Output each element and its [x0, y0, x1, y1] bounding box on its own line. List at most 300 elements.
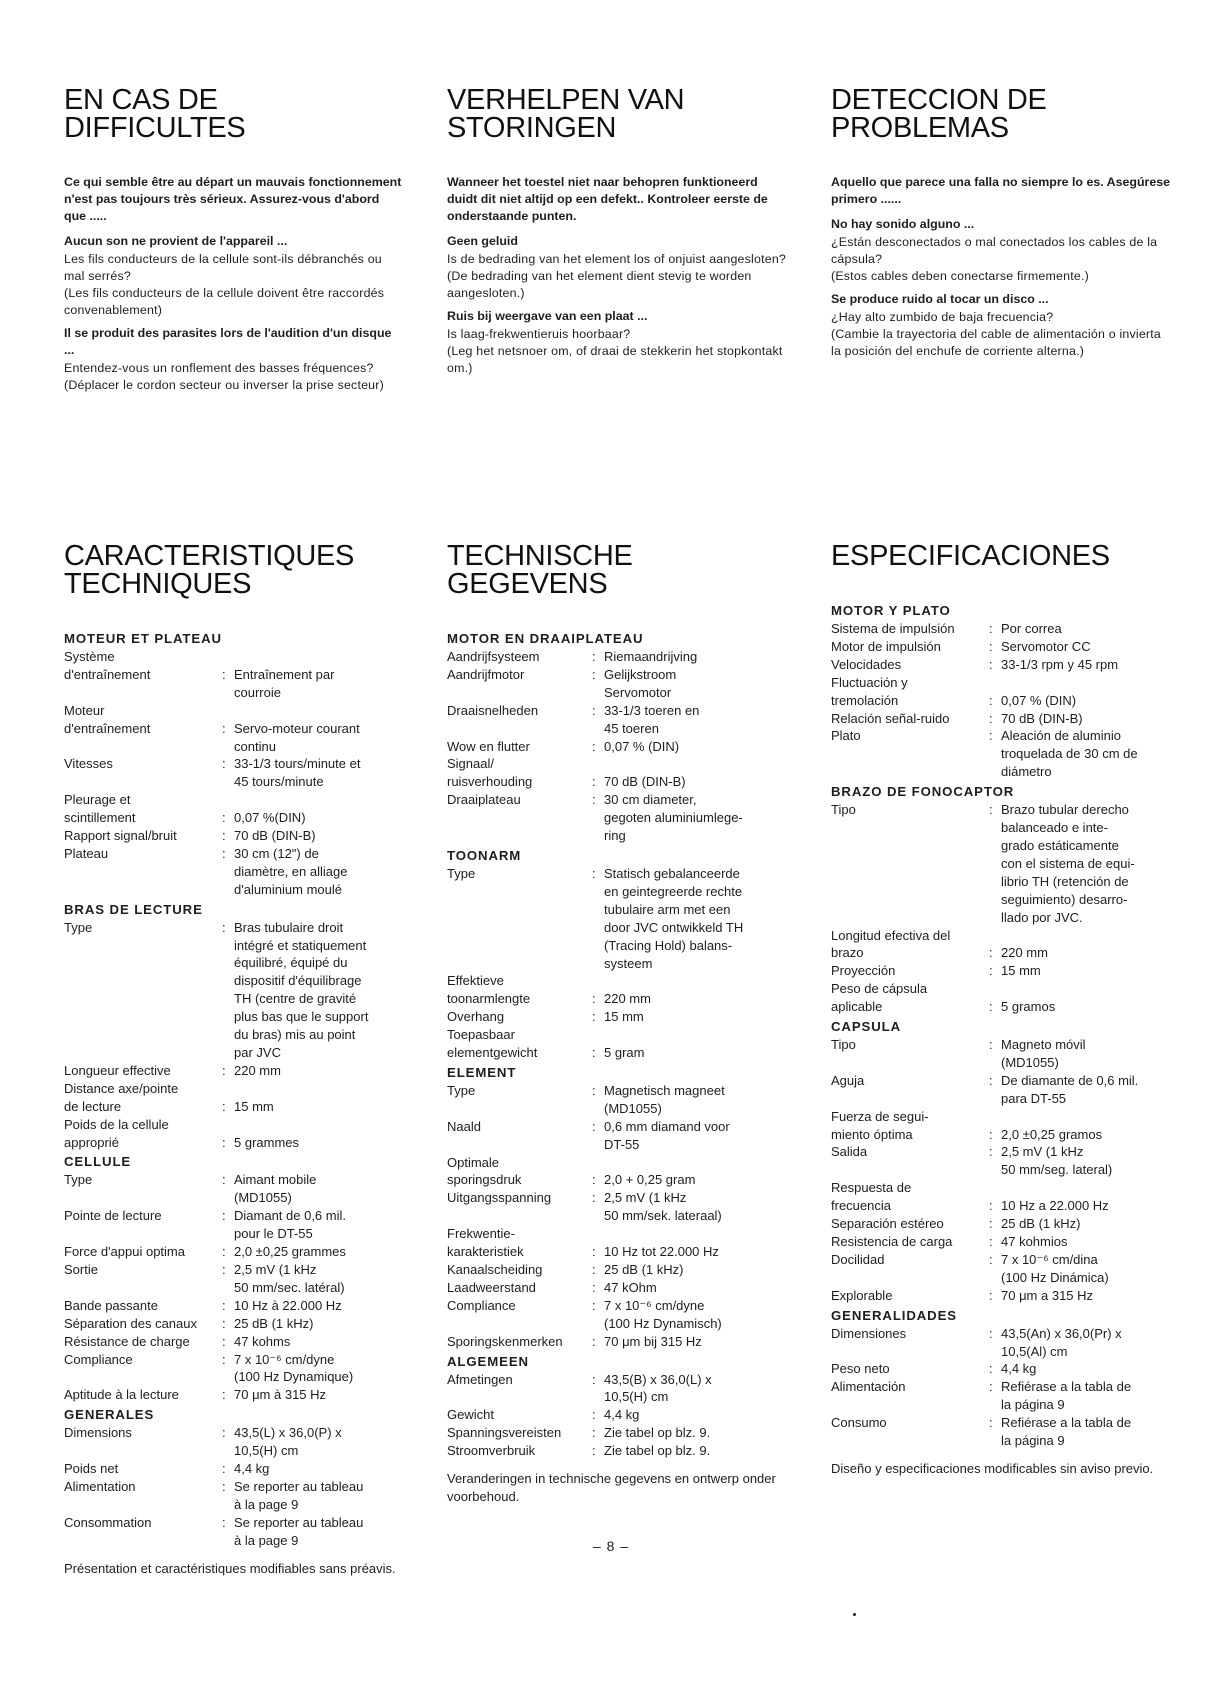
- spec-label: Overhang: [447, 1009, 505, 1025]
- spec-row: [447, 1154, 787, 1190]
- spec-row: [831, 727, 1171, 781]
- spec-value: Servo-moteur courant continu: [234, 720, 360, 754]
- spec-value: 25 dB (1 kHz): [604, 1262, 684, 1277]
- spec-value: 2,5 mV (1 kHz 50 mm/sec. latéral): [234, 1261, 345, 1295]
- spec-section-heading: CELLULE: [64, 1154, 132, 1170]
- spec-colon: :: [989, 621, 993, 636]
- spec-label: Alimentation: [64, 1478, 136, 1494]
- spec-row: [447, 1442, 787, 1460]
- spec-colon: :: [592, 1297, 596, 1313]
- spec-colon: :: [222, 1425, 226, 1441]
- spec-colon: :: [592, 991, 596, 1007]
- spec-row: [447, 791, 787, 845]
- spec-row: [64, 755, 404, 791]
- spec-label: Distance axe/pointe de lecture: [64, 1080, 179, 1114]
- spec-label: Tipo: [831, 1037, 856, 1053]
- spec-label: Plateau: [64, 845, 109, 861]
- spec-value: Zie tabel op blz. 9.: [604, 1425, 711, 1441]
- spec-column-es: [831, 542, 1171, 1478]
- spec-label: Aandrijfsysteem: [447, 649, 540, 664]
- spec-value: 15 mm: [234, 1098, 274, 1114]
- spec-label: Fuerza de segui- miento óptima: [831, 1108, 929, 1142]
- spec-value: 70 dB (DIN-B): [1001, 710, 1083, 726]
- spec-colon: :: [222, 756, 226, 772]
- spec-value: 43,5(An) x 36,0(Pr) x 10,5(Al) cm: [1001, 1325, 1122, 1359]
- spec-note: Diseño y especificaciones modificables sin aviso previo.: [831, 1460, 1154, 1476]
- spec-row: [64, 1478, 404, 1514]
- spec-row: [64, 845, 404, 899]
- spec-colon: :: [989, 1072, 993, 1088]
- spec-label: Dimensions: [64, 1425, 132, 1441]
- spec-value: 4,4 kg: [604, 1407, 640, 1423]
- spec-value: 70 dB (DIN-B): [604, 774, 686, 790]
- spec-section-heading: MOTEUR ET PLATEAU: [64, 631, 222, 646]
- spec-colon: :: [989, 802, 993, 818]
- spec-label: Type: [447, 1082, 476, 1098]
- spec-row: [447, 1279, 787, 1297]
- spec-label: Poids de la cellule approprié: [64, 1116, 169, 1150]
- spec-value: Se reporter au tableau à la page 9: [234, 1478, 364, 1512]
- spec-colon: :: [989, 1234, 993, 1249]
- spec-label: Type: [447, 865, 476, 881]
- spec-label: Pleurage et scintillement: [64, 792, 136, 826]
- spec-colon: :: [592, 1172, 596, 1188]
- spec-value: 220 mm: [604, 991, 651, 1007]
- spec-colon: :: [592, 1443, 596, 1459]
- spec-colon: :: [222, 1244, 226, 1260]
- spec-value: Diamant de 0,6 mil. pour le DT-55: [234, 1208, 346, 1242]
- spec-label: Motor de impulsión: [831, 638, 941, 654]
- spec-row: [831, 962, 1171, 980]
- spec-label: Type: [64, 1172, 93, 1188]
- spec-row: [447, 648, 787, 666]
- spec-colon: :: [989, 945, 993, 961]
- spec-row: [64, 919, 404, 1062]
- spec-value: Magnetisch magneet (MD1055): [604, 1082, 725, 1116]
- spec-colon: :: [222, 1387, 226, 1403]
- spec-row: [831, 801, 1171, 926]
- spec-colon: :: [989, 1325, 993, 1341]
- spec-row: [831, 1233, 1171, 1251]
- spec-value: 33-1/3 rpm y 45 rpm: [1001, 656, 1119, 672]
- spec-value: 0,07 % (DIN): [1001, 692, 1077, 708]
- spec-row: [64, 1207, 404, 1243]
- spec-colon: :: [592, 865, 596, 881]
- spec-value: Magneto móvil (MD1055): [1001, 1037, 1086, 1070]
- spec-value: 70 dB (DIN-B): [234, 828, 316, 844]
- spec-label: Salida: [831, 1144, 868, 1160]
- spec-colon: :: [989, 728, 993, 744]
- spec-colon: :: [592, 1407, 596, 1423]
- spec-value: Refiérase a la tabla de la página 9: [1001, 1415, 1132, 1449]
- spec-colon: :: [989, 1126, 993, 1142]
- spec-row: [831, 1287, 1171, 1305]
- spec-value: 70 μm a 315 Hz: [1001, 1287, 1094, 1303]
- spec-section-heading: CAPSULA: [831, 1019, 902, 1035]
- spec-section-heading: MOTOR Y PLATO: [831, 603, 951, 618]
- spec-label: Pointe de lecture: [64, 1208, 162, 1224]
- spec-label: Optimale sporingsdruk: [447, 1154, 522, 1188]
- spec-row: [64, 1261, 404, 1297]
- trouble-text: ¿Hay alto zumbido de baja frecuencia? (Cambie la trayectoria del cable de alimentación o invierta la posición del enchufe de corriente alterna.): [831, 310, 1161, 358]
- spec-row: [64, 1351, 404, 1387]
- spec-value: 4,4 kg: [1001, 1361, 1037, 1377]
- spec-colon: :: [989, 1361, 993, 1377]
- spec-column-nl: [447, 542, 787, 1506]
- spec-note: Présentation et caractéristiques modifiables sans préavis.: [64, 1560, 396, 1576]
- spec-colon: :: [989, 1198, 993, 1214]
- spec-value: 7 x 10⁻⁶ cm/dina (100 Hz Dinámica): [1001, 1251, 1109, 1285]
- spec-colon: :: [222, 1297, 226, 1313]
- spec-value: 7 x 10⁻⁶ cm/dyne (100 Hz Dynamisch): [604, 1297, 722, 1331]
- spec-colon: :: [989, 710, 993, 726]
- spec-value: 7 x 10⁻⁶ cm/dyne (100 Hz Dynamique): [234, 1351, 354, 1385]
- spec-value: 25 dB (1 kHz): [1001, 1216, 1081, 1232]
- spec-label: Kanaalscheiding: [447, 1262, 543, 1277]
- spec-label: Rapport signal/bruit: [64, 828, 177, 844]
- spec-value: 220 mm: [234, 1062, 281, 1078]
- spec-colon: :: [222, 666, 226, 682]
- spec-label: Compliance: [64, 1351, 133, 1367]
- spec-label: Plato: [831, 728, 861, 744]
- trouble-heading: Aucun son ne provient de l'appareil ...: [64, 234, 288, 248]
- spec-row: [831, 980, 1171, 1016]
- spec-row: [831, 1215, 1171, 1233]
- spec-value: 15 mm: [604, 1009, 644, 1025]
- spec-row: [447, 865, 787, 972]
- spec-value: Aleación de aluminio troquelada de 30 cm de diámetro: [1001, 728, 1138, 780]
- spec-value: 2,0 + 0,25 gram: [604, 1172, 696, 1188]
- spec-label: Compliance: [447, 1297, 516, 1313]
- spec-row: [64, 1171, 404, 1207]
- spec-colon: :: [989, 1216, 993, 1232]
- spec-colon: :: [222, 1333, 226, 1349]
- spec-row: [64, 648, 404, 702]
- spec-label: Wow en flutter: [447, 738, 530, 754]
- trouble-column-es: [831, 86, 1171, 360]
- spec-colon: :: [222, 1315, 226, 1331]
- spec-value: 33-1/3 tours/minute et 45 tours/minute: [234, 756, 361, 790]
- spec-section-heading: GENERALES: [64, 1407, 155, 1423]
- spec-row: [447, 1406, 787, 1424]
- spec-value: Refiérase a la tabla de la página 9: [1001, 1379, 1132, 1413]
- trouble-intro: Aquello que parece una falla no siempre lo es. Asegúrese primero ......: [831, 175, 1171, 206]
- spec-value: Por correa: [1001, 621, 1062, 636]
- spec-colon: :: [222, 1461, 226, 1477]
- spec-label: Longitud efectiva del brazo: [831, 927, 951, 961]
- spec-row: [447, 755, 787, 791]
- spec-section-heading: ELEMENT: [447, 1064, 517, 1080]
- spec-label: Laadweerstand: [447, 1279, 536, 1295]
- spec-row: [831, 1360, 1171, 1378]
- trouble-heading: Se produce ruido al tocar un disco ...: [831, 292, 1049, 306]
- spec-label: Consumo: [831, 1415, 887, 1431]
- spec-row: [447, 1261, 787, 1279]
- spec-row: [64, 1386, 404, 1404]
- spec-value: 0,6 mm diamand voor DT-55: [604, 1118, 730, 1152]
- spec-colon: :: [222, 810, 226, 826]
- spec-label: Longueur effective: [64, 1062, 171, 1078]
- trouble-heading: Il se produit des parasites lors de l'audition d'un disque ...: [64, 326, 392, 357]
- trouble-title: DETECCION DE PROBLEMAS: [831, 84, 1047, 144]
- spec-row: [831, 1414, 1171, 1450]
- spec-section-heading: BRAZO DE FONOCAPTOR: [831, 784, 1015, 800]
- spec-row: [831, 674, 1171, 710]
- spec-colon: :: [222, 828, 226, 844]
- spec-label: Uitgangsspanning: [447, 1190, 552, 1206]
- spec-label: Aandrijfmotor: [447, 666, 525, 682]
- spec-colon: :: [592, 1009, 596, 1025]
- spec-colon: :: [222, 845, 226, 861]
- spec-colon: :: [989, 638, 993, 654]
- spec-row: [831, 1143, 1171, 1179]
- spec-label: Relación señal-ruido: [831, 710, 950, 726]
- trouble-text: ¿Están desconectados o mal conectados los cables de la cápsula? (Estos cables deben conectarse firmemente.): [831, 235, 1158, 283]
- page-number: – 8 –: [593, 1538, 630, 1554]
- spec-label: Gewicht: [447, 1407, 494, 1423]
- trouble-intro: Wanneer het toestel niet naar behopren funktioneerd duidt dit niet altijd op een defekt.. Kontroleer eerste de onderstaande punten.: [447, 175, 768, 223]
- trouble-heading: Ruis bij weergave van een plaat ...: [447, 309, 648, 323]
- spec-row: [64, 1315, 404, 1333]
- spec-value: 5 gram: [604, 1045, 645, 1061]
- spec-row: [831, 620, 1171, 638]
- spec-label: Naald: [447, 1118, 481, 1134]
- trouble-column-fr: [64, 86, 404, 394]
- spec-row: [447, 1189, 787, 1225]
- spec-colon: :: [989, 692, 993, 708]
- spec-row: [447, 1371, 787, 1407]
- spec-value: Servomotor CC: [1001, 638, 1091, 654]
- spec-value: 2,5 mV (1 kHz 50 mm/seg. lateral): [1001, 1144, 1113, 1178]
- spec-colon: :: [592, 649, 596, 664]
- spec-value: 2,0 ±0,25 gramos: [1001, 1126, 1103, 1142]
- spec-section-heading: GENERALIDADES: [831, 1307, 958, 1323]
- spec-row: [447, 1026, 787, 1062]
- spec-value: Statisch gebalanceerde en geintegreerde rechte tubulaire arm met een door JVC ontwikkeld TH (Tracing Hold) balans- systeem: [604, 865, 744, 971]
- spec-label: Respuesta de frecuencia: [831, 1180, 912, 1214]
- spec-value: Entraînement par courroie: [234, 666, 335, 700]
- spec-value: Bras tubulaire droit intégré et statiquement équilibré, équipé du dispositif d'équilibrage TH (centre de gravité plus bas que le support du bras) mis au point par JVC: [234, 919, 369, 1060]
- spec-value: 5 grammes: [234, 1134, 300, 1150]
- spec-note: Veranderingen in technische gegevens en ontwerp onder voorbehoud.: [447, 1471, 776, 1504]
- print-speck: [853, 1613, 856, 1616]
- spec-colon: :: [222, 1478, 226, 1494]
- spec-label: Frekwentie- karakteristiek: [447, 1226, 524, 1260]
- spec-row: [831, 1378, 1171, 1414]
- spec-value: 10 Hz tot 22.000 Hz: [604, 1244, 719, 1260]
- spec-colon: :: [989, 1144, 993, 1160]
- spec-label: Peso de cápsula aplicable: [831, 981, 928, 1015]
- spec-row: [447, 666, 787, 702]
- spec-value: 2,0 ±0,25 grammes: [234, 1244, 346, 1260]
- spec-label: Force d'appui optima: [64, 1244, 185, 1260]
- spec-colon: :: [222, 919, 226, 935]
- spec-value: 47 kohmios: [1001, 1234, 1068, 1249]
- trouble-text: Is laag-frekwentieruis hoorbaar? (Leg het netsnoer om, of draai de stekkerin het stopkontakt om.): [447, 327, 783, 375]
- spec-label: Aptitude à la lecture: [64, 1387, 179, 1403]
- spec-value: Gelijkstroom Servomotor: [604, 666, 677, 700]
- spec-label: Separación estéreo: [831, 1216, 944, 1232]
- trouble-text: Les fils conducteurs de la cellule sont-ils débranchés ou mal serrés? (Les fils conducteurs de la cellule doivent être raccordés convenablement): [64, 252, 385, 317]
- trouble-text: Entendez-vous un ronflement des basses fréquences? (Déplacer le cordon secteur ou inverser la prise secteur): [64, 361, 384, 392]
- spec-label: Moteur d'entraînement: [64, 702, 151, 736]
- spec-row: [64, 1080, 404, 1116]
- spec-colon: :: [222, 1172, 226, 1188]
- spec-colon: :: [989, 999, 993, 1015]
- spec-colon: :: [989, 1037, 993, 1053]
- spec-label: Proyección: [831, 963, 896, 979]
- spec-title: CARACTERISTIQUES TECHNIQUES: [64, 540, 355, 600]
- spec-row: [447, 972, 787, 1008]
- spec-colon: :: [592, 792, 596, 808]
- spec-row: [447, 702, 787, 738]
- spec-label: Alimentación: [831, 1379, 906, 1395]
- spec-colon: :: [592, 1045, 596, 1061]
- spec-label: Sistema de impulsión: [831, 621, 955, 636]
- spec-row: [447, 1225, 787, 1261]
- spec-colon: :: [592, 738, 596, 754]
- spec-value: 43,5(B) x 36,0(L) x 10,5(H) cm: [604, 1371, 712, 1405]
- spec-value: 5 gramos: [1001, 999, 1056, 1015]
- trouble-title: VERHELPEN VAN STORINGEN: [447, 84, 685, 144]
- spec-row: [64, 1297, 404, 1315]
- spec-row: [64, 1062, 404, 1080]
- spec-colon: :: [989, 1379, 993, 1395]
- spec-row: [64, 1460, 404, 1478]
- spec-label: Système d'entraînement: [64, 649, 151, 682]
- spec-value: Riemaandrijving: [604, 649, 698, 664]
- spec-row: [64, 702, 404, 756]
- spec-label: Poids net: [64, 1461, 119, 1477]
- spec-colon: :: [592, 1082, 596, 1098]
- spec-label: Effektieve toonarmlengte: [447, 973, 531, 1007]
- spec-label: Séparation des canaux: [64, 1315, 197, 1331]
- spec-label: Explorable: [831, 1287, 893, 1303]
- spec-colon: :: [592, 702, 596, 718]
- spec-title: ESPECIFICACIONES: [831, 540, 1110, 572]
- spec-label: Draaiplateau: [447, 792, 521, 808]
- spec-value: 30 cm diameter, gegoten aluminiumlege- ring: [604, 792, 743, 844]
- spec-section-heading: ALGEMEEN: [447, 1353, 529, 1369]
- spec-label: Signaal/ ruisverhouding: [447, 756, 533, 790]
- spec-colon: :: [989, 963, 993, 979]
- spec-colon: :: [989, 1415, 993, 1431]
- spec-label: Tipo: [831, 802, 856, 818]
- spec-row: [447, 1424, 787, 1442]
- spec-row: [831, 1325, 1171, 1361]
- spec-value: 0,07 %(DIN): [234, 810, 306, 826]
- spec-row: [831, 1251, 1171, 1287]
- trouble-title: EN CAS DE DIFFICULTES: [64, 84, 246, 144]
- spec-row: [447, 1118, 787, 1154]
- spec-colon: :: [989, 656, 993, 672]
- spec-value: 70 μm bij 315 Hz: [604, 1333, 702, 1349]
- spec-section-heading: TOONARM: [447, 847, 522, 863]
- spec-colon: :: [592, 1279, 596, 1295]
- spec-label: Draaisnelheden: [447, 702, 539, 718]
- spec-label: Toepasbaar elementgewicht: [447, 1027, 538, 1061]
- spec-label: Resistencia de carga: [831, 1234, 953, 1249]
- spec-row: [447, 738, 787, 756]
- spec-colon: :: [222, 1514, 226, 1530]
- spec-label: Vitesses: [64, 756, 113, 772]
- spec-colon: :: [592, 1244, 596, 1260]
- spec-value: 30 cm (12") de diamètre, en alliage d'aluminium moulé: [234, 845, 348, 897]
- trouble-intro: Ce qui semble être au départ un mauvais fonctionnement n'est pas toujours très sérieux. Assurez-vous d'abord que .....: [64, 175, 402, 223]
- spec-column-fr: [64, 542, 404, 1577]
- spec-label: Afmetingen: [447, 1371, 513, 1387]
- spec-label: Spanningsvereisten: [447, 1425, 562, 1441]
- spec-label: Dimensiones: [831, 1325, 907, 1341]
- spec-row: [831, 927, 1171, 963]
- spec-label: Consommation: [64, 1514, 152, 1530]
- spec-label: Fluctuación y tremolación: [831, 674, 908, 708]
- spec-label: Bande passante: [64, 1297, 158, 1313]
- spec-label: Résistance de charge: [64, 1333, 190, 1349]
- spec-value: De diamante de 0,6 mil. para DT-55: [1001, 1072, 1139, 1106]
- spec-section-heading: MOTOR EN DRAAIPLATEAU: [447, 631, 644, 646]
- spec-colon: :: [592, 1118, 596, 1134]
- spec-row: [64, 1424, 404, 1460]
- spec-colon: :: [592, 1190, 596, 1206]
- spec-row: [831, 710, 1171, 728]
- spec-label: Stroomverbruik: [447, 1443, 536, 1459]
- spec-label: Docilidad: [831, 1251, 885, 1267]
- spec-row: [831, 1072, 1171, 1108]
- spec-label: Peso neto: [831, 1361, 890, 1377]
- spec-row: [831, 656, 1171, 674]
- trouble-heading: Geen geluid: [447, 234, 518, 248]
- spec-title: TECHNISCHE GEGEVENS: [447, 540, 633, 600]
- spec-value: 10 Hz a 22.000 Hz: [1001, 1198, 1109, 1214]
- spec-label: Sporingskenmerken: [447, 1333, 563, 1349]
- spec-value: 15 mm: [1001, 963, 1041, 979]
- spec-value: 70 μm à 315 Hz: [234, 1387, 327, 1403]
- spec-colon: :: [592, 774, 596, 790]
- trouble-text: Is de bedrading van het element los of onjuist aangesloten? (De bedrading van het element dient stevig te worden aangesloten.): [447, 252, 787, 300]
- spec-row: [447, 1008, 787, 1026]
- spec-colon: :: [592, 1262, 596, 1277]
- spec-value: 25 dB (1 kHz): [234, 1315, 314, 1331]
- spec-value: Brazo tubular derecho balanceado e inte- grado estáticamente con el sistema de equi- librio TH (retención de seguimiento) desarro- llado por JVC.: [1001, 802, 1135, 925]
- trouble-heading: No hay sonido alguno ...: [831, 217, 975, 231]
- spec-colon: :: [222, 1062, 226, 1078]
- spec-row: [64, 827, 404, 845]
- spec-value: Se reporter au tableau à la page 9: [234, 1514, 364, 1548]
- spec-colon: :: [222, 1351, 226, 1367]
- spec-row: [64, 1116, 404, 1152]
- spec-row: [831, 1036, 1171, 1072]
- spec-value: 4,4 kg: [234, 1461, 270, 1477]
- spec-row: [831, 638, 1171, 656]
- spec-value: Aimant mobile (MD1055): [234, 1172, 317, 1206]
- spec-value: 0,07 % (DIN): [604, 738, 680, 754]
- spec-value: 33-1/3 toeren en 45 toeren: [604, 702, 700, 736]
- spec-label: Sortie: [64, 1261, 98, 1277]
- spec-row: [831, 1179, 1171, 1215]
- spec-row: [64, 1333, 404, 1351]
- spec-colon: :: [222, 1208, 226, 1224]
- spec-label: Type: [64, 919, 93, 935]
- spec-value: 47 kOhm: [604, 1279, 657, 1295]
- spec-label: Velocidades: [831, 656, 902, 672]
- spec-colon: :: [592, 1371, 596, 1387]
- spec-section-heading: BRAS DE LECTURE: [64, 901, 203, 917]
- trouble-column-nl: [447, 86, 787, 377]
- spec-colon: :: [222, 720, 226, 736]
- spec-value: 43,5(L) x 36,0(P) x 10,5(H) cm: [234, 1425, 342, 1459]
- spec-value: Zie tabel op blz. 9.: [604, 1443, 711, 1459]
